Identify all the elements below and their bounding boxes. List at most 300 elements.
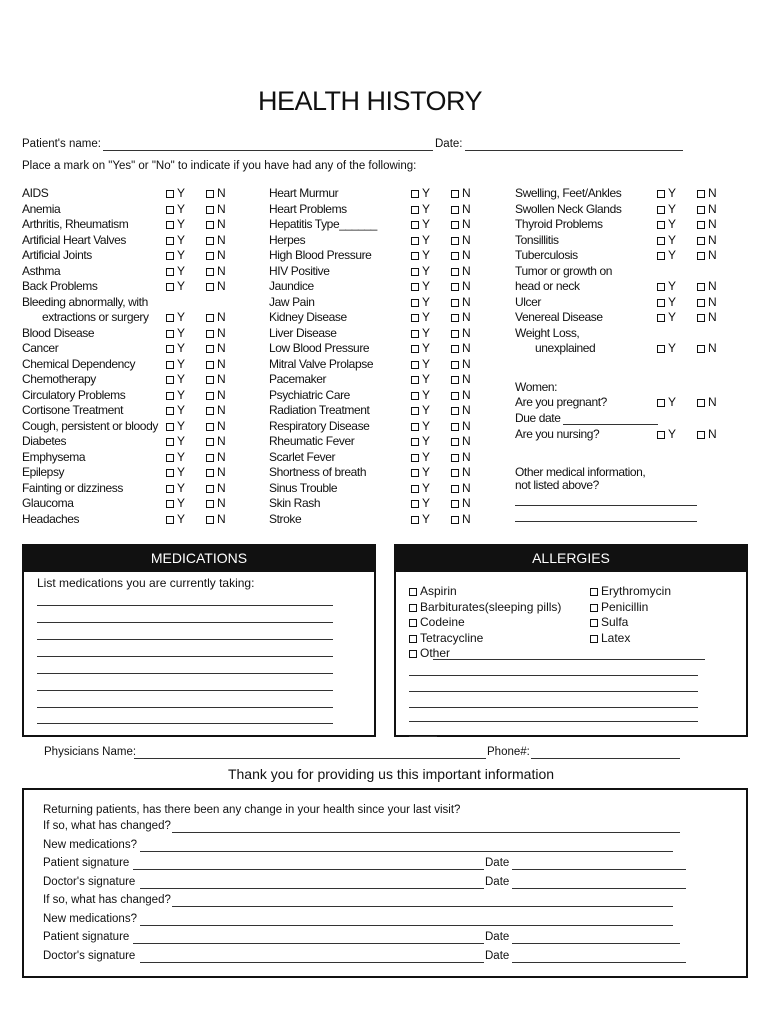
returning-date-label: Date [485,875,510,888]
condition-no-checkbox[interactable]: N [206,326,226,341]
condition-yes-checkbox[interactable]: Y [411,264,430,279]
condition-no-checkbox[interactable]: N [451,434,471,449]
checkbox-icon [166,314,174,322]
checkbox-icon [166,361,174,369]
allergy-line-short[interactable] [409,736,437,737]
condition-no-checkbox[interactable]: N [451,217,471,232]
condition-label: Respiratory Disease [269,418,370,433]
pregnant-no[interactable]: N [697,395,717,410]
checkbox-icon [206,423,214,431]
condition-label: Psychiatric Care [269,387,350,402]
checkbox-icon [206,252,214,260]
condition-yes-checkbox[interactable]: Y [657,233,676,248]
other-info-field-1[interactable] [515,505,697,506]
condition-no-checkbox[interactable]: N [451,341,471,356]
allergy-option[interactable]: Aspirin [409,584,457,598]
condition-label: Headaches [22,511,80,526]
returning-field[interactable] [133,943,484,944]
checkbox-icon [206,392,214,400]
returning-field[interactable] [140,851,673,852]
condition-no-checkbox[interactable]: N [451,264,471,279]
allergy-line[interactable] [409,675,698,676]
condition-yes-checkbox[interactable]: Y [657,295,676,310]
condition-yes-checkbox[interactable]: Y [657,279,676,294]
condition-no-checkbox[interactable]: N [206,450,226,465]
checkbox-icon [697,399,705,407]
condition-yes-checkbox[interactable]: Y [166,233,185,248]
condition-label: Epilepsy [22,465,65,479]
condition-yes-checkbox[interactable]: Y [411,326,430,341]
condition-label: Ulcer [515,294,542,309]
checkbox-icon [697,431,705,439]
condition-label: Bleeding abnormally, with [22,294,148,309]
condition-yes-checkbox[interactable]: Y [411,403,430,418]
condition-label: Chemotherapy [22,372,96,386]
condition-yes-checkbox[interactable]: Y [166,186,185,201]
condition-label: Rheumatic Fever [269,434,355,448]
checkbox-icon [411,454,419,462]
checkbox-icon [657,431,665,439]
checkbox-icon [657,206,665,214]
returning-field[interactable] [140,888,484,889]
condition-label: High Blood Pressure [269,248,372,262]
checkbox-icon [697,190,705,198]
checkbox-icon [206,516,214,524]
condition-no-checkbox[interactable]: N [206,434,226,449]
pregnant-yes[interactable]: Y [657,395,676,410]
patient-name-field[interactable] [103,150,433,151]
medication-line[interactable] [37,690,333,691]
condition-yes-checkbox[interactable]: Y [411,465,430,480]
condition-yes-checkbox[interactable]: Y [166,217,185,232]
condition-no-checkbox[interactable]: N [451,310,471,325]
condition-yes-checkbox[interactable]: Y [166,434,185,449]
checkbox-icon [451,423,459,431]
condition-no-checkbox[interactable]: N [206,357,226,372]
checkbox-icon [166,283,174,291]
condition-no-checkbox[interactable]: N [206,388,226,403]
medication-line[interactable] [37,707,333,708]
checkbox-icon [657,237,665,245]
returning-date-field[interactable] [512,888,686,889]
condition-no-checkbox[interactable]: N [451,357,471,372]
checkbox-icon [411,345,419,353]
checkbox-icon [166,454,174,462]
medication-line[interactable] [37,656,333,657]
checkbox-icon [451,221,459,229]
checkbox-icon [697,314,705,322]
condition-no-checkbox[interactable]: N [206,419,226,434]
checkbox-icon [206,314,214,322]
nursing-yes[interactable]: Y [657,427,676,442]
checkbox-icon [206,237,214,245]
condition-label: Pacemaker [269,372,327,386]
checkbox-icon [451,252,459,260]
condition-no-checkbox[interactable]: N [206,341,226,356]
checkbox-icon [451,516,459,524]
returning-field[interactable] [133,869,484,870]
condition-label: Chemical Dependency [22,356,136,371]
checkbox-icon [166,516,174,524]
physicians-name-field[interactable] [134,758,486,759]
allergy-option[interactable]: Codeine [409,615,465,629]
condition-yes-checkbox[interactable]: Y [411,496,430,511]
condition-no-checkbox[interactable]: N [206,217,226,232]
checkbox-icon [697,252,705,260]
checkbox-icon [409,604,417,612]
checkbox-icon [206,190,214,198]
checkbox-icon [451,500,459,508]
checkbox-icon [206,500,214,508]
condition-yes-checkbox[interactable]: Y [166,326,185,341]
condition-label: Liver Disease [269,325,337,340]
condition-label: Tumor or growth on [515,263,613,278]
checkbox-icon [451,314,459,322]
condition-no-checkbox[interactable]: N [206,512,226,527]
condition-no-checkbox[interactable]: N [206,496,226,511]
condition-yes-checkbox[interactable]: Y [411,248,430,263]
checkbox-icon [657,399,665,407]
returning-label: If so, what has changed? [43,894,171,906]
checkbox-icon [166,485,174,493]
condition-no-checkbox[interactable]: N [451,186,471,201]
condition-label: Radiation Treatment [269,403,370,417]
checkbox-icon [657,314,665,322]
condition-no-checkbox[interactable]: N [697,341,717,356]
condition-no-checkbox[interactable]: N [451,279,471,294]
condition-no-checkbox[interactable]: N [451,450,471,465]
checkbox-icon [451,454,459,462]
checkbox-icon [657,252,665,260]
condition-yes-checkbox[interactable]: Y [657,248,676,263]
other-allergy-field[interactable] [433,659,705,660]
allergy-line[interactable] [409,707,698,708]
checkbox-icon [166,237,174,245]
medications-prompt: List medications you are currently taking: [37,576,255,590]
condition-label: HIV Positive [269,263,330,278]
checkbox-icon [697,283,705,291]
returning-field[interactable] [172,832,680,833]
condition-no-checkbox[interactable]: N [451,233,471,248]
condition-no-checkbox[interactable]: N [451,248,471,263]
condition-label: Circulatory Problems [22,387,126,402]
allergy-option[interactable]: Other [409,646,450,660]
condition-label: Heart Problems [269,201,347,216]
condition-yes-checkbox[interactable]: Y [657,202,676,217]
condition-label: Cancer [22,341,59,355]
checkbox-icon [411,190,419,198]
condition-label: AIDS [22,186,49,200]
condition-yes-checkbox[interactable]: Y [166,310,185,325]
condition-yes-checkbox[interactable]: Y [411,295,430,310]
medications-box [22,544,376,737]
phone-field[interactable] [531,758,680,759]
checkbox-icon [697,237,705,245]
condition-label: Swollen Neck Glands [515,201,622,216]
condition-label: unexplained [535,341,596,355]
checkbox-icon [590,635,598,643]
condition-yes-checkbox[interactable]: Y [411,388,430,403]
condition-label: Cough, persistent or bloody [22,418,158,433]
checkbox-icon [166,392,174,400]
checkbox-icon [657,190,665,198]
returning-date-label: Date [485,857,510,869]
date-label: Date: [435,138,463,150]
condition-label: Artificial Heart Valves [22,232,126,247]
condition-yes-checkbox[interactable]: Y [166,419,185,434]
checkbox-icon [206,283,214,291]
condition-label: Skin Rash [269,496,321,510]
returning-date-field[interactable] [512,943,680,944]
condition-no-checkbox[interactable]: N [206,279,226,294]
checkbox-icon [411,361,419,369]
condition-yes-checkbox[interactable]: Y [166,341,185,356]
checkbox-icon [451,392,459,400]
returning-label: If so, what has changed? [43,820,171,832]
page-title: HEALTH HISTORY [257,86,483,116]
condition-yes-checkbox[interactable]: Y [166,403,185,418]
condition-yes-checkbox[interactable]: Y [166,496,185,511]
pregnant-label: Are you pregnant? [515,395,607,409]
condition-yes-checkbox[interactable]: Y [411,202,430,217]
returning-label: New medications? [43,838,137,851]
checkbox-icon [409,588,417,596]
condition-yes-checkbox[interactable]: Y [166,357,185,372]
condition-label: Weight Loss, [515,325,580,340]
checkbox-icon [451,299,459,307]
condition-no-checkbox[interactable]: N [451,496,471,511]
condition-yes-checkbox[interactable]: Y [411,217,430,232]
condition-no-checkbox[interactable]: N [206,264,226,279]
medication-line[interactable] [37,639,333,640]
condition-yes-checkbox[interactable]: Y [166,465,185,480]
medication-line[interactable] [37,723,333,724]
condition-label: Low Blood Pressure [269,341,370,355]
condition-no-checkbox[interactable]: N [697,295,717,310]
checkbox-icon [166,345,174,353]
other-info-field-2[interactable] [515,521,697,522]
returning-field[interactable] [172,906,673,907]
checkbox-icon [411,500,419,508]
returning-label: Patient signature [43,931,130,943]
condition-label: Arthritis, Rheumatism [22,217,129,231]
checkbox-icon [409,650,417,658]
condition-label: Shortness of breath [269,465,367,479]
checkbox-icon [206,454,214,462]
checkbox-icon [411,485,419,493]
condition-yes-checkbox[interactable]: Y [411,233,430,248]
condition-yes-checkbox[interactable]: Y [411,279,430,294]
allergy-option[interactable]: Tetracycline [409,631,483,645]
condition-no-checkbox[interactable]: N [451,403,471,418]
returning-field[interactable] [140,962,484,963]
checkbox-icon [697,345,705,353]
physicians-name-label: Physicians Name: [44,746,137,758]
condition-label: Venereal Disease [515,310,603,324]
checkbox-icon [411,252,419,260]
checkbox-icon [411,376,419,384]
checkbox-icon [657,283,665,291]
condition-no-checkbox[interactable]: N [697,248,717,263]
condition-yes-checkbox[interactable]: Y [411,450,430,465]
condition-yes-checkbox[interactable]: Y [166,450,185,465]
nursing-label: Are you nursing? [515,427,600,441]
other-info-line-2: not listed above? [515,478,599,492]
checkbox-icon [206,221,214,229]
condition-no-checkbox[interactable]: N [697,310,717,325]
checkbox-icon [451,190,459,198]
condition-label: Blood Disease [22,325,95,340]
condition-no-checkbox[interactable]: N [697,279,717,294]
nursing-no[interactable]: N [697,427,717,442]
checkbox-icon [451,485,459,493]
condition-yes-checkbox[interactable]: Y [411,341,430,356]
medications-header: MEDICATIONS [22,544,376,572]
condition-label: Thyroid Problems [515,217,603,231]
condition-yes-checkbox[interactable]: Y [166,372,185,387]
checkbox-icon [206,407,214,415]
condition-label: Stroke [269,511,302,526]
due-date-field[interactable] [563,424,658,425]
condition-yes-checkbox[interactable]: Y [411,310,430,325]
condition-yes-checkbox[interactable]: Y [166,248,185,263]
checkbox-icon [590,588,598,596]
checkbox-icon [451,438,459,446]
condition-no-checkbox[interactable]: N [697,202,717,217]
condition-no-checkbox[interactable]: N [451,202,471,217]
condition-label: head or neck [515,279,580,293]
checkbox-icon [451,268,459,276]
checkbox-icon [166,438,174,446]
returning-date-label: Date [485,949,510,962]
condition-label: Heart Murmur [269,186,339,200]
medication-line[interactable] [37,605,333,606]
condition-yes-checkbox[interactable]: Y [411,481,430,496]
condition-no-checkbox[interactable]: N [451,388,471,403]
checkbox-icon [166,221,174,229]
due-date-label: Due date [515,411,561,425]
condition-yes-checkbox[interactable]: Y [657,186,676,201]
checkbox-icon [409,635,417,643]
allergy-line[interactable] [409,691,698,692]
condition-no-checkbox[interactable]: N [206,202,226,217]
returning-date-field[interactable] [512,962,686,963]
condition-yes-checkbox[interactable]: Y [657,310,676,325]
checkbox-icon [411,438,419,446]
checkbox-icon [411,407,419,415]
checkbox-icon [166,330,174,338]
condition-label: Mitral Valve Prolapse [269,356,374,371]
allergy-option[interactable]: Sulfa [590,615,628,629]
condition-no-checkbox[interactable]: N [451,295,471,310]
condition-yes-checkbox[interactable]: Y [411,372,430,387]
checkbox-icon [206,206,214,214]
checkbox-icon [206,345,214,353]
condition-no-checkbox[interactable]: N [697,233,717,248]
condition-yes-checkbox[interactable]: Y [166,279,185,294]
condition-no-checkbox[interactable]: N [206,403,226,418]
allergy-option[interactable]: Penicillin [590,600,648,614]
medication-line[interactable] [37,673,333,674]
condition-no-checkbox[interactable]: N [206,310,226,325]
checkbox-icon [166,252,174,260]
allergy-option[interactable]: Erythromycin [590,584,671,598]
condition-no-checkbox[interactable]: N [206,465,226,480]
date-field[interactable] [465,150,683,151]
checkbox-icon [657,299,665,307]
returning-field[interactable] [140,925,673,926]
checkbox-icon [451,361,459,369]
condition-no-checkbox[interactable]: N [206,248,226,263]
condition-yes-checkbox[interactable]: Y [411,512,430,527]
condition-label: Jaw Pain [269,294,315,309]
condition-no-checkbox[interactable]: N [206,186,226,201]
condition-label: Diabetes [22,434,67,448]
checkbox-icon [411,206,419,214]
condition-no-checkbox[interactable]: N [451,512,471,527]
checkbox-icon [206,330,214,338]
checkbox-icon [697,299,705,307]
condition-yes-checkbox[interactable]: Y [657,341,676,356]
condition-yes-checkbox[interactable]: Y [411,434,430,449]
allergy-option[interactable]: Barbiturates(sleeping pills) [409,600,561,614]
condition-no-checkbox[interactable]: N [697,217,717,232]
condition-no-checkbox[interactable]: N [206,233,226,248]
condition-yes-checkbox[interactable]: Y [166,388,185,403]
checkbox-icon [411,330,419,338]
condition-label: Hepatitis Type______ [269,217,377,231]
condition-yes-checkbox[interactable]: Y [411,357,430,372]
condition-yes-checkbox[interactable]: Y [166,202,185,217]
checkbox-icon [166,423,174,431]
condition-yes-checkbox[interactable]: Y [166,481,185,496]
condition-yes-checkbox[interactable]: Y [411,419,430,434]
condition-no-checkbox[interactable]: N [451,326,471,341]
condition-yes-checkbox[interactable]: Y [166,512,185,527]
checkbox-icon [411,469,419,477]
condition-label: extractions or surgery [42,310,149,324]
checkbox-icon [451,469,459,477]
condition-yes-checkbox[interactable]: Y [166,264,185,279]
returning-label: Patient signature [43,857,130,869]
checkbox-icon [166,190,174,198]
condition-no-checkbox[interactable]: N [697,186,717,201]
checkbox-icon [451,345,459,353]
allergy-line[interactable] [409,721,698,722]
condition-label: Jaundice [269,279,314,293]
checkbox-icon [451,330,459,338]
checkbox-icon [411,299,419,307]
checkbox-icon [411,221,419,229]
allergies-header: ALLERGIES [394,544,748,572]
medication-line[interactable] [37,622,333,623]
condition-yes-checkbox[interactable]: Y [411,186,430,201]
allergy-option[interactable]: Latex [590,631,630,645]
condition-no-checkbox[interactable]: N [451,419,471,434]
returning-date-field[interactable] [512,869,686,870]
condition-no-checkbox[interactable]: N [451,465,471,480]
condition-no-checkbox[interactable]: N [206,372,226,387]
checkbox-icon [166,268,174,276]
returning-date-label: Date [485,931,510,943]
condition-no-checkbox[interactable]: N [451,372,471,387]
condition-no-checkbox[interactable]: N [451,481,471,496]
checkbox-icon [451,206,459,214]
condition-label: Sinus Trouble [269,480,338,495]
condition-no-checkbox[interactable]: N [206,481,226,496]
checkbox-icon [206,438,214,446]
condition-yes-checkbox[interactable]: Y [657,217,676,232]
